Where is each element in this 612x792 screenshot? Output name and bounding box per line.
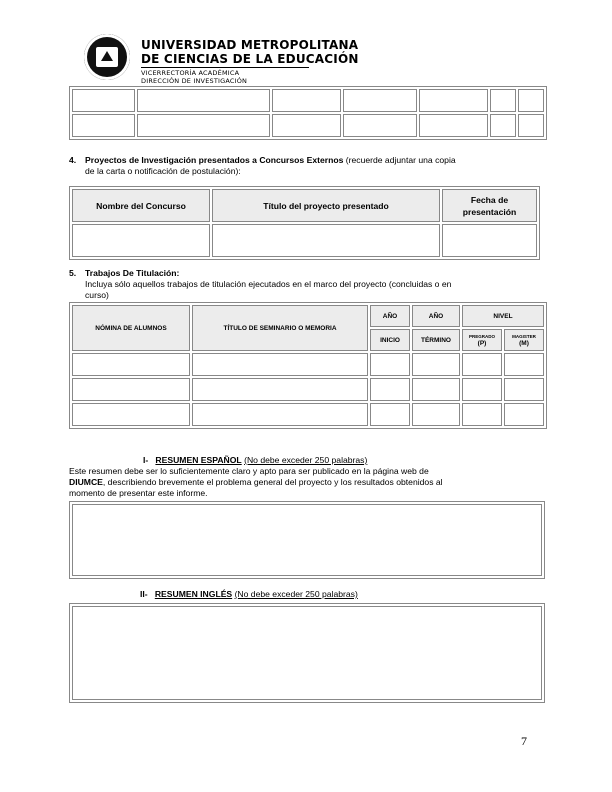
table-cell[interactable]	[518, 114, 544, 137]
table-cell[interactable]	[343, 89, 417, 112]
resumen-es-numeral: I-	[143, 455, 149, 465]
pregrado-label: PREGRADO	[468, 334, 495, 339]
table-cell[interactable]	[462, 353, 502, 376]
section4-note-line2: de la carta o notificación de postulación):	[85, 166, 241, 176]
header-divider	[141, 67, 309, 68]
table-cell[interactable]	[419, 114, 488, 137]
table-cell[interactable]	[504, 378, 544, 401]
table-cell[interactable]	[72, 378, 190, 401]
resumen-es-line2-rest: , describiendo brevemente el problema general del proyecto y los resultados obtenidos al	[102, 477, 443, 487]
resumen-es-instructions-line2	[69, 477, 529, 488]
col-header-titulo-seminario: TÍTULO DE SEMINARIO O MEMORIA	[192, 305, 368, 351]
table-cell[interactable]	[412, 403, 460, 426]
section5-number: 5.	[69, 268, 77, 278]
university-name-line1: UNIVERSIDAD METROPOLITANA	[141, 38, 359, 52]
section5-note-line1: Incluya sólo aquellos trabajos de titulación ejecutados en el marco del proyecto (concluidas o en	[85, 279, 452, 289]
table-cell[interactable]	[504, 353, 544, 376]
section5-title: Trabajos De Titulación:	[85, 268, 180, 278]
resumen-ingles-textarea[interactable]	[72, 606, 542, 700]
resumen-en-numeral: II-	[140, 589, 148, 599]
resumen-es-instructions-line1: Este resumen debe ser lo suficientemente claro y apto para ser publicado en la página web de	[69, 466, 429, 476]
university-name-line2: DE CIENCIAS DE LA EDUCACIÓN	[141, 52, 359, 66]
resumen-es-limit: (No debe exceder 250 palabras)	[244, 455, 368, 465]
resumen-es-title: RESUMEN ESPAÑOL	[155, 455, 242, 465]
subheader-pregrado	[462, 329, 502, 351]
table-cell[interactable]	[192, 403, 368, 426]
table-cell[interactable]	[137, 89, 270, 112]
col-header-titulo-proyecto: Título del proyecto presentado	[212, 189, 440, 222]
table-cell[interactable]	[419, 89, 488, 112]
col-header-fecha-presentacion: Fecha de presentación	[442, 189, 537, 222]
section4-title: Proyectos de Investigación presentados a Concursos Externos	[85, 155, 344, 165]
diumce-label: DIUMCE	[69, 477, 103, 487]
table-cell[interactable]	[370, 403, 410, 426]
table-cell[interactable]	[462, 378, 502, 401]
table-cell[interactable]	[370, 353, 410, 376]
section4-number: 4.	[69, 155, 77, 165]
section5-note-line2: curso)	[85, 290, 109, 300]
col-header-nomina: NÓMINA DE ALUMNOS	[72, 305, 190, 351]
resumen-espanol-heading	[143, 455, 367, 466]
table-cell[interactable]	[72, 353, 190, 376]
vicerrectoria-label: VICERRECTORÍA ACADÉMICA	[141, 69, 240, 77]
magister-code: (M)	[519, 340, 529, 347]
table-cell[interactable]	[72, 89, 135, 112]
table-cell[interactable]	[442, 224, 537, 257]
university-seal-logo	[84, 34, 130, 80]
table-cell[interactable]	[72, 224, 210, 257]
table-cell[interactable]	[518, 89, 544, 112]
resumen-espanol-box	[69, 501, 545, 579]
concursos-table	[69, 186, 540, 260]
table-cell[interactable]	[462, 403, 502, 426]
resumen-ingles-box	[69, 603, 545, 703]
table-cell[interactable]	[370, 378, 410, 401]
resumen-espanol-textarea[interactable]	[72, 504, 542, 576]
table-cell[interactable]	[137, 114, 270, 137]
table-cell[interactable]	[272, 89, 341, 112]
pregrado-code: (P)	[477, 340, 487, 347]
table-cell[interactable]	[343, 114, 417, 137]
subheader-termino: TÉRMINO	[412, 329, 460, 351]
resumen-ingles-heading	[140, 589, 358, 600]
table-cell[interactable]	[490, 114, 516, 137]
page-number: 7	[521, 734, 527, 748]
table-cell[interactable]	[72, 403, 190, 426]
table-cell[interactable]	[490, 89, 516, 112]
subheader-magister	[504, 329, 544, 351]
table-cell[interactable]	[72, 114, 135, 137]
table-cell[interactable]	[272, 114, 341, 137]
table-cell[interactable]	[212, 224, 440, 257]
table-cell[interactable]	[192, 378, 368, 401]
direccion-label: DIRECCIÓN DE INVESTIGACIÓN	[141, 77, 248, 85]
titulacion-table	[69, 302, 547, 429]
section4-heading	[85, 155, 525, 166]
table-cell[interactable]	[192, 353, 368, 376]
table-cell[interactable]	[504, 403, 544, 426]
table-cell[interactable]	[412, 353, 460, 376]
col-header-ano-inicio: AÑO	[370, 305, 410, 327]
col-header-nombre-concurso: Nombre del Concurso	[72, 189, 210, 222]
continuation-table	[69, 86, 547, 140]
section4-note: (recuerde adjuntar una copia	[345, 155, 456, 165]
col-header-ano-termino: AÑO	[412, 305, 460, 327]
resumen-es-instructions-line3: momento de presentar este informe.	[69, 488, 208, 498]
magister-label: MAGISTER	[512, 334, 536, 339]
resumen-en-title: RESUMEN INGLÉS	[154, 589, 233, 599]
resumen-en-limit: (No debe exceder 250 palabras)	[234, 589, 358, 599]
table-cell[interactable]	[412, 378, 460, 401]
col-header-nivel: NIVEL	[462, 305, 544, 327]
subheader-inicio: INICIO	[370, 329, 410, 351]
